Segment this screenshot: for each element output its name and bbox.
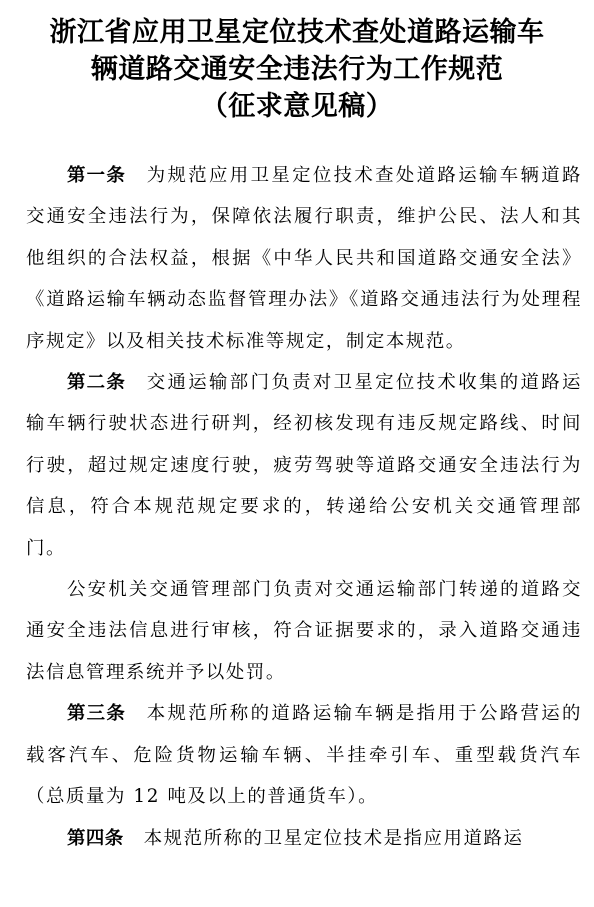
document-title bbox=[0, 0, 594, 125]
article-1-number: 第一条 bbox=[67, 165, 126, 186]
article-4-number: 第四条 bbox=[67, 827, 124, 849]
article-2-sub-text: 公安机关交通管理部门负责对交通运输部门转递的道路交通安全违法信息进行审核，符合证据要求的，录入道路交通违法信息管理系统并予以处罚。 bbox=[26, 579, 582, 683]
document-subtitle: （征求意见稿） bbox=[200, 91, 394, 122]
title-line-1: 浙江省应用卫星定位技术查处道路运输车 bbox=[49, 17, 545, 48]
article-1-paragraph bbox=[26, 155, 582, 362]
article-2-number: 第二条 bbox=[67, 372, 126, 394]
article-3-paragraph bbox=[26, 693, 582, 817]
title-line-2: 辆道路交通安全违法行为工作规范 bbox=[90, 54, 504, 85]
article-2-sub-paragraph bbox=[26, 569, 582, 693]
article-2-paragraph bbox=[26, 362, 582, 569]
article-4-text: 本规范所称的卫星定位技术是指应用道路运 bbox=[143, 827, 524, 849]
article-2-text: 交通运输部门负责对卫星定位技术收集的道路运输车辆行驶状态进行研判，经初核发现有违反规定路线、时间行驶，超过规定速度行驶，疲劳驾驶等道路交通安全违法行为信息，符合本规范规定要求的，转递给公安机关交通管理部门。 bbox=[26, 372, 582, 559]
article-3-text: 本规范所称的道路运输车辆是指用于公路营运的载客汽车、危险货物运输车辆、半挂牵引车、重型载货汽车（总质量为 12 吨及以上的普通货车）。 bbox=[26, 703, 582, 808]
article-1-text: 为规范应用卫星定位技术查处道路运输车辆道路交通安全违法行为，保障依法履行职责，维护公民、法人和其他组织的合法权益，根据《中华人民共和国道路交通安全法》《道路运输车辆动态监督管理办法》《道路交通违法行为处理程序规定》以及相关技术标准等规定，制定本规范。 bbox=[26, 165, 582, 352]
article-3-number: 第三条 bbox=[67, 703, 126, 725]
document-body bbox=[26, 155, 582, 859]
article-4-paragraph bbox=[26, 818, 582, 859]
